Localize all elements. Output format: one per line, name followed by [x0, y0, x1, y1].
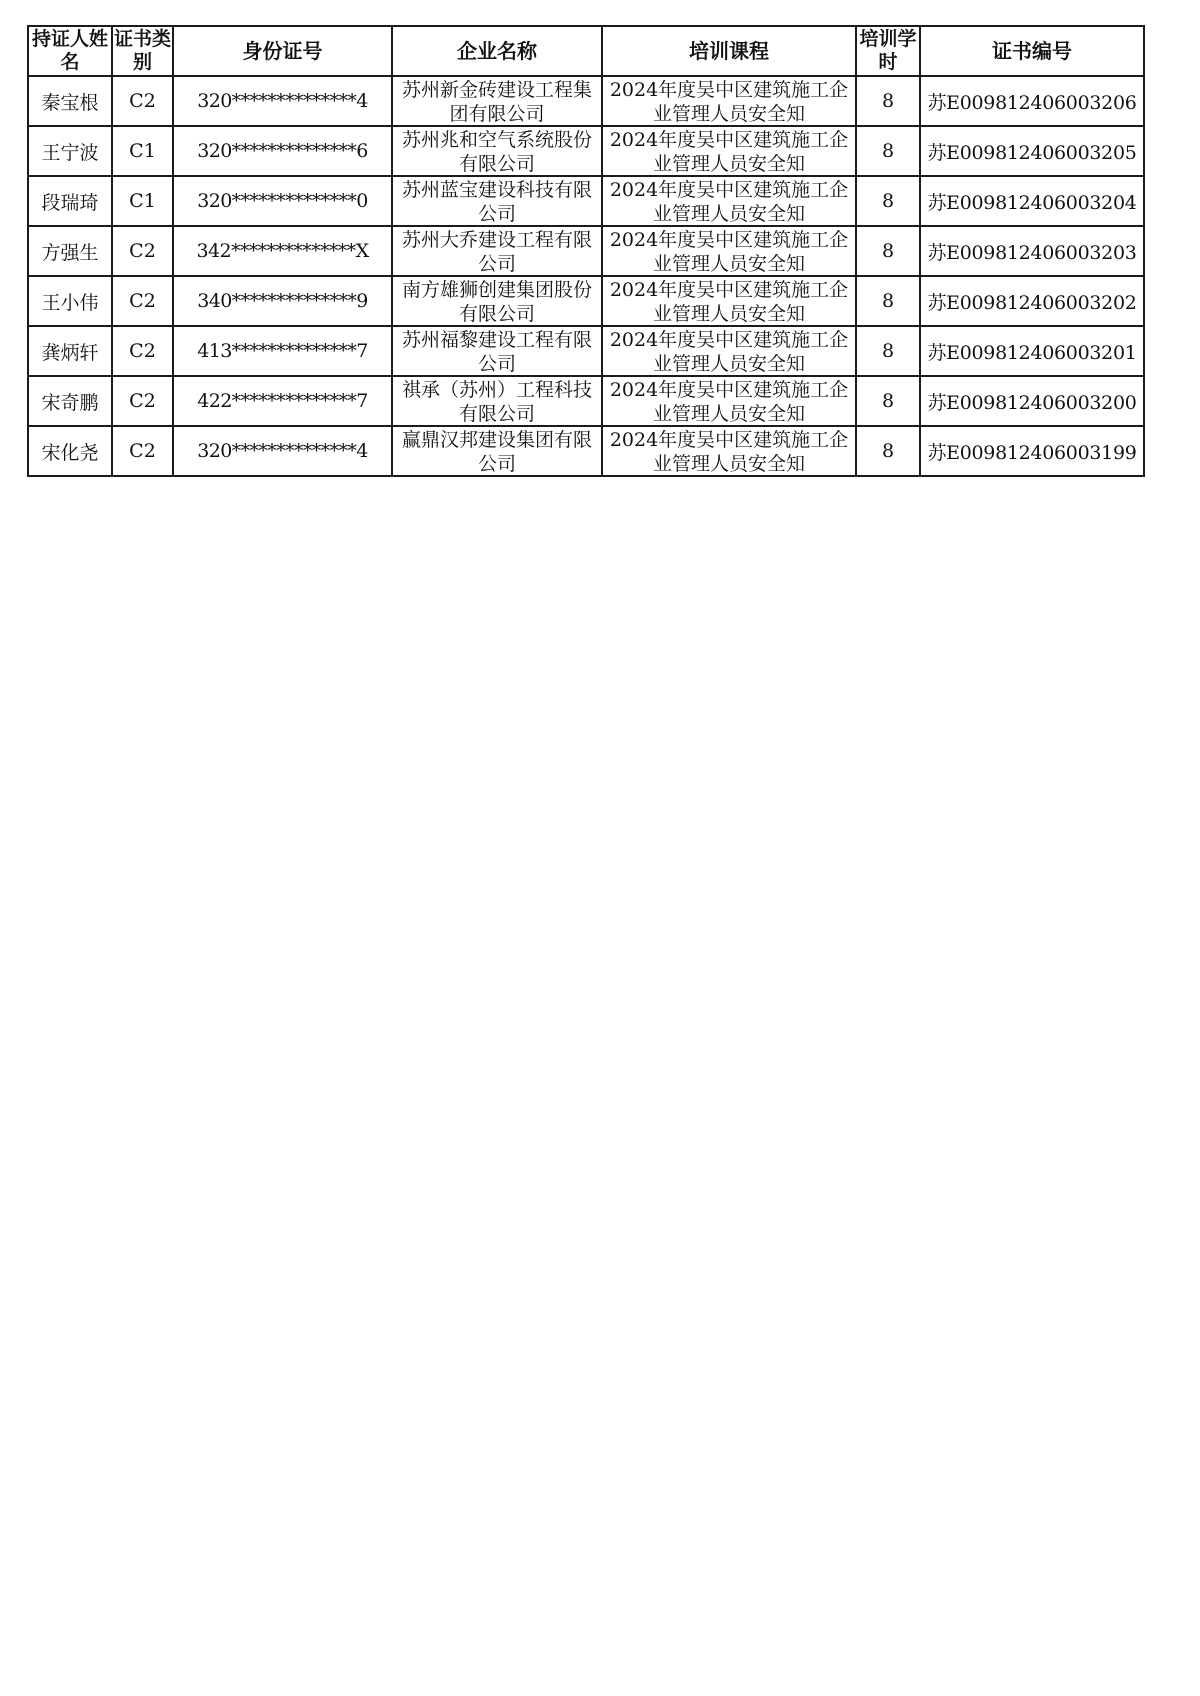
- holder-name-cell: 宋奇鹏: [28, 376, 112, 426]
- hours-cell: 8: [856, 326, 920, 376]
- holder-name-cell: 王小伟: [28, 276, 112, 326]
- company-cell: [392, 226, 602, 276]
- course-text: 2024年度吴中区建筑施工企业管理人员安全知: [609, 79, 849, 124]
- cert-type-cell: C2: [112, 276, 173, 326]
- cert-number-cell: 苏E009812406003203: [920, 226, 1144, 276]
- table-row: [28, 126, 1144, 176]
- cert-type-cell: C2: [112, 376, 173, 426]
- company-cell: [392, 76, 602, 126]
- course-text: 2024年度吴中区建筑施工企业管理人员安全知: [609, 379, 849, 424]
- company-text: 苏州新金砖建设工程集团有限公司: [401, 79, 592, 124]
- hours-cell: 8: [856, 426, 920, 476]
- course-cell: [602, 76, 856, 126]
- company-cell: [392, 126, 602, 176]
- cert-type-cell: C1: [112, 126, 173, 176]
- header-course: 培训课程: [602, 26, 856, 76]
- course-text: 2024年度吴中区建筑施工企业管理人员安全知: [609, 279, 849, 324]
- cert-number-cell: 苏E009812406003206: [920, 76, 1144, 126]
- header-hours: 培训学时: [856, 26, 920, 76]
- cert-number-cell: 苏E009812406003200: [920, 376, 1144, 426]
- id-number-cell: 342**************X: [173, 226, 392, 276]
- company-text: 苏州大乔建设工程有限公司: [401, 229, 592, 274]
- course-cell: [602, 176, 856, 226]
- course-cell: [602, 326, 856, 376]
- company-text: 苏州蓝宝建设科技有限公司: [401, 179, 592, 224]
- id-number-cell: 413**************7: [173, 326, 392, 376]
- cert-type-cell: C2: [112, 326, 173, 376]
- course-cell: [602, 426, 856, 476]
- cert-type-cell: C2: [112, 226, 173, 276]
- company-cell: [392, 176, 602, 226]
- id-number-cell: 320**************4: [173, 76, 392, 126]
- header-cert-type: 证书类别: [112, 26, 173, 76]
- table-row: [28, 376, 1144, 426]
- id-number-cell: 320**************4: [173, 426, 392, 476]
- course-text: 2024年度吴中区建筑施工企业管理人员安全知: [609, 229, 849, 274]
- hours-cell: 8: [856, 376, 920, 426]
- company-text: 赢鼎汉邦建设集团有限公司: [401, 429, 592, 474]
- hours-cell: 8: [856, 76, 920, 126]
- hours-cell: 8: [856, 126, 920, 176]
- certificate-roster-table: [27, 25, 1145, 477]
- table-row: [28, 226, 1144, 276]
- id-number-cell: 422**************7: [173, 376, 392, 426]
- cert-type-cell: C2: [112, 76, 173, 126]
- cert-number-cell: 苏E009812406003199: [920, 426, 1144, 476]
- company-text: 祺承（苏州）工程科技有限公司: [401, 379, 592, 424]
- holder-name-cell: 宋化尧: [28, 426, 112, 476]
- course-text: 2024年度吴中区建筑施工企业管理人员安全知: [609, 179, 849, 224]
- holder-name-cell: 龚炳轩: [28, 326, 112, 376]
- id-number-cell: 320**************6: [173, 126, 392, 176]
- course-text: 2024年度吴中区建筑施工企业管理人员安全知: [609, 429, 849, 474]
- cert-number-cell: 苏E009812406003204: [920, 176, 1144, 226]
- company-text: 苏州兆和空气系统股份有限公司: [401, 129, 592, 174]
- holder-name-cell: 段瑞琦: [28, 176, 112, 226]
- course-cell: [602, 276, 856, 326]
- holder-name-cell: 王宁波: [28, 126, 112, 176]
- id-number-cell: 320**************0: [173, 176, 392, 226]
- company-text: 苏州福黎建设工程有限公司: [401, 329, 592, 374]
- header-holder-name: 持证人姓名: [28, 26, 112, 76]
- header-id-number: 身份证号: [173, 26, 392, 76]
- table-row: [28, 176, 1144, 226]
- company-cell: [392, 426, 602, 476]
- course-text: 2024年度吴中区建筑施工企业管理人员安全知: [609, 329, 849, 374]
- cert-number-cell: 苏E009812406003205: [920, 126, 1144, 176]
- header-company: 企业名称: [392, 26, 602, 76]
- table-row: [28, 326, 1144, 376]
- company-cell: [392, 276, 602, 326]
- company-cell: [392, 326, 602, 376]
- company-cell: [392, 376, 602, 426]
- course-cell: [602, 226, 856, 276]
- cert-number-cell: 苏E009812406003202: [920, 276, 1144, 326]
- course-text: 2024年度吴中区建筑施工企业管理人员安全知: [609, 129, 849, 174]
- hours-cell: 8: [856, 226, 920, 276]
- cert-number-cell: 苏E009812406003201: [920, 326, 1144, 376]
- id-number-cell: 340**************9: [173, 276, 392, 326]
- holder-name-cell: 秦宝根: [28, 76, 112, 126]
- course-cell: [602, 376, 856, 426]
- course-cell: [602, 126, 856, 176]
- hours-cell: 8: [856, 176, 920, 226]
- hours-cell: 8: [856, 276, 920, 326]
- cert-type-cell: C1: [112, 176, 173, 226]
- holder-name-cell: 方强生: [28, 226, 112, 276]
- table-header-row: [28, 26, 1144, 76]
- company-text: 南方雄狮创建集团股份有限公司: [401, 279, 592, 324]
- header-cert-number: 证书编号: [920, 26, 1144, 76]
- table-row: [28, 76, 1144, 126]
- table-row: [28, 426, 1144, 476]
- table-row: [28, 276, 1144, 326]
- cert-type-cell: C2: [112, 426, 173, 476]
